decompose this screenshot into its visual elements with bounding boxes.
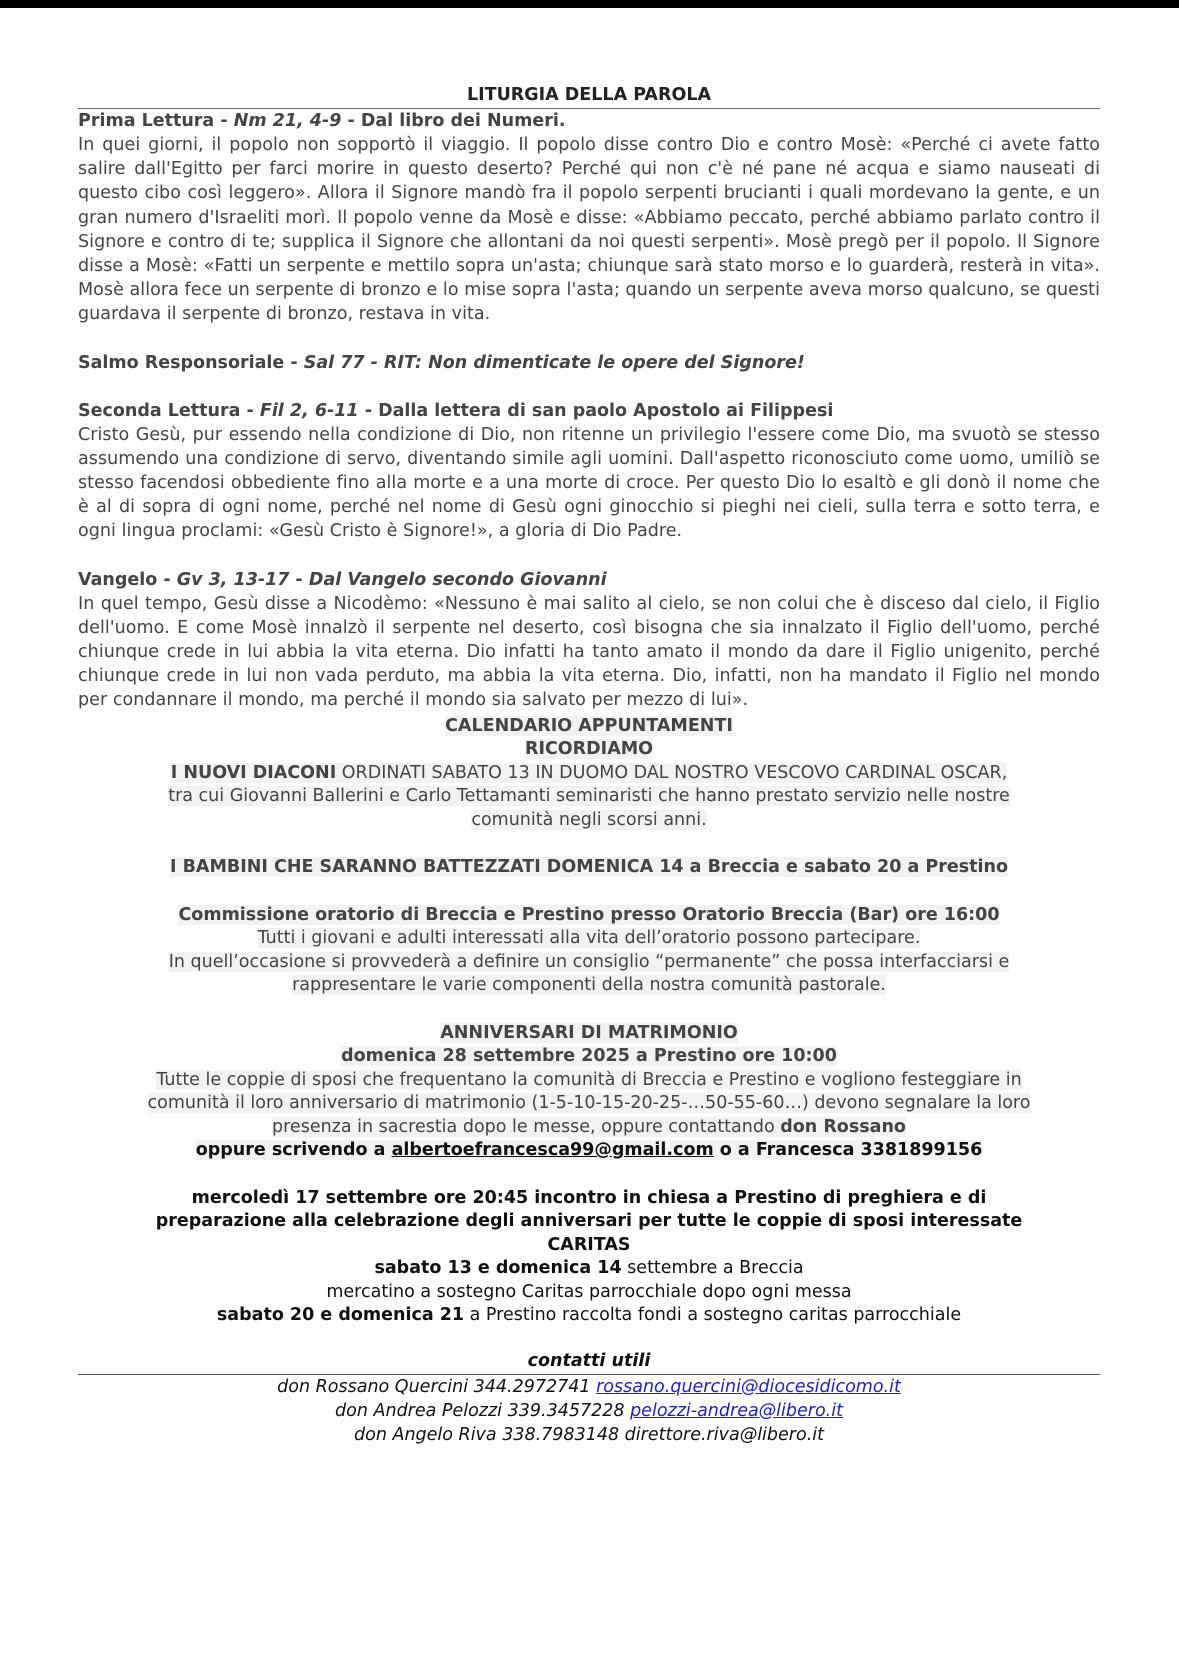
contact-item: don Rossano Quercini 344.2972741 rossano.quercini@diocesidicomo.it [277,1376,901,1397]
page-title: LITURGIA DELLA PAROLA [466,85,712,105]
contatti-list [78,1375,1100,1447]
commissione-title: Commissione oratorio di Breccia e Prestino presso Oratorio Breccia (Bar) ore 16:00 [178,904,1000,925]
battesimi-notice: I BAMBINI CHE SARANNO BATTEZZATI DOMENICA 14 a Breccia e sabato 20 a Prestino [169,857,1008,878]
caritas-line3: sabato 20 e domenica 21 a Prestino raccolta fondi a sostegno caritas parrocchiale [216,1305,962,1326]
incontro-line1: mercoledì 17 settembre ore 20:45 incontro in chiesa a Prestino di preghiera e di [191,1187,987,1208]
anniversari-line3: presenza in sacrestia dopo le messe, oppure contattando don Rossano [272,1116,906,1137]
prima-lettura-heading: Prima Lettura - Nm 21, 4-9 - Dal libro dei Numeri. [78,111,566,131]
caritas-line2: mercatino a sostegno Caritas parrocchiale dopo ogni messa [326,1281,852,1302]
commissione-line3: rappresentare le varie componenti della nostra comunità pastorale. [292,975,886,996]
vangelo-heading: Vangelo - Gv 3, 13-17 - Dal Vangelo secondo Giovanni [78,569,607,590]
commissione-line2: In quell’occasione si provvederà a definire un consiglio “permanente” che possa interfacciarsi e [168,951,1010,972]
contact-email-link[interactable]: pelozzi-andrea@libero.it [630,1400,843,1421]
anniversari-line1: Tutte le coppie di sposi che frequentano la comunità di Breccia e Prestino e vogliono festeggiare in [156,1069,1022,1090]
salmo-heading: Salmo Responsoriale - Sal 77 - RIT: Non dimenticate le opere del Signore! [78,352,805,373]
bulletin-page [78,82,1100,1447]
contatti-title: contatti utili [527,1350,651,1371]
diaconi-line2: tra cui Giovanni Ballerini e Carlo Tettamanti seminaristi che hanno prestato servizio nelle nostre [168,786,1010,807]
calendario-section [78,715,1100,1328]
anniversari-line2: comunità il loro anniversario di matrimonio (1-5-10-15-20-25-…50-55-60…) devono segnalare la loro [147,1093,1031,1114]
seconda-lettura-heading: Seconda Lettura - Fil 2, 6-11 - Dalla lettera di san paolo Apostolo ai Filippesi [78,400,834,421]
anniversari-title: ANNIVERSARI DI MATRIMONIO [440,1022,738,1043]
commissione-line1: Tutti i giovani e adulti interessati alla vita dell’oratorio possono partecipare. [257,928,921,949]
anniversari-date: domenica 28 settembre 2025 a Prestino ore 10:00 [341,1046,837,1067]
caritas-title: CARITAS [547,1234,631,1255]
contact-email: direttore.riva@libero.it [624,1424,824,1445]
prima-lettura-text: In quei giorni, il popolo non sopportò il viaggio. Il popolo disse contro Dio e contro Mosè: «Perché ci avete fatto salire dall'Egitto per farci morire in questo deserto? Perché qui non c'è né pane né acqua e siamo nauseati di questo cibo così leggero». Allora il Signore mandò fra il popolo serpenti brucianti i quali mordevano la gente, e un gran numero d'Israeliti morì. Il popolo venne da Mosè e disse: «Abbiamo peccato, perché abbiamo parlato contro il Signore e contro di te; supplica il Signore che allontani da noi questi serpenti». Mosè pregò per il popolo. Il Signore disse a Mosè: «Fatti un serpente e mettilo sopra un'asta; chiunque sarà stato morso e lo guarderà, resterà in vita». Mosè allora fece un serpente di bronzo e lo mise sopra l'asta; quando un serpente aveva morso qualcuno, se questi guardava il serpente di bronzo, restava in vita. [78,135,1100,325]
seconda-lettura-text: Cristo Gesù, pur essendo nella condizione di Dio, non ritenne un privilegio l'essere come Dio, ma svuotò se stesso assumendo una condizione di servo, diventando simile agli uomini. Dall'aspetto riconosciuto come uomo, umiliò se stesso facendosi obbediente fino alla morte e a una morte di croce. Per questo Dio lo esaltò e gli donò il nome che è al di sopra di ogni nome, perché nel nome di Gesù ogni ginocchio si pieghi nei cieli, sulla terra e sotto terra, e ogni lingua proclami: «Gesù Cristo è Signore!», a gloria di Dio Padre. [78,424,1100,542]
diaconi-line3: comunità negli scorsi anni. [471,809,707,830]
contact-email-link[interactable]: rossano.quercini@diocesidicomo.it [596,1376,901,1397]
anniversari-line4: oppure scrivendo a albertoefrancesca99@gmail.com o a Francesca 3381899156 [195,1140,983,1161]
vangelo-text: In quel tempo, Gesù disse a Nicodèmo: «Nessuno è mai salito al cielo, se non colui che è disceso dal cielo, il Figlio dell'uomo. E come Mosè innalzò il serpente nel deserto, così bisogna che sia innalzato il Figlio dell'uomo, perché chiunque crede in lui abbia la vita eterna. Dio infatti ha tanto amato il mondo da dare il Figlio unigenito, perché chiunque crede in lui non vada perduto, ma abbia la vita eterna. Dio, infatti, non ha mandato il Figlio nel mondo per condannare il mondo, ma perché il mondo sia salvato per mezzo di lui». [78,593,1100,711]
contact-item: don Andrea Pelozzi 339.3457228 pelozzi-andrea@libero.it [335,1400,843,1421]
top-black-bar [0,0,1179,8]
ricordiamo-title: RICORDIAMO [524,739,654,760]
contact-item: don Angelo Riva 338.7983148 direttore.riva@libero.it [354,1424,824,1445]
diaconi-line1: I NUOVI DIACONI ORDINATI SABATO 13 IN DUOMO DAL NOSTRO VESCOVO CARDINAL OSCAR, [170,762,1008,783]
incontro-line2: preparazione alla celebrazione degli anniversari per tutte le coppie di sposi interessate [155,1211,1023,1232]
caritas-line1: sabato 13 e domenica 14 settembre a Breccia [374,1258,804,1279]
calendario-title: CALENDARIO APPUNTAMENTI [445,715,733,736]
email-link[interactable]: albertoefrancesca99@gmail.com [391,1140,714,1161]
